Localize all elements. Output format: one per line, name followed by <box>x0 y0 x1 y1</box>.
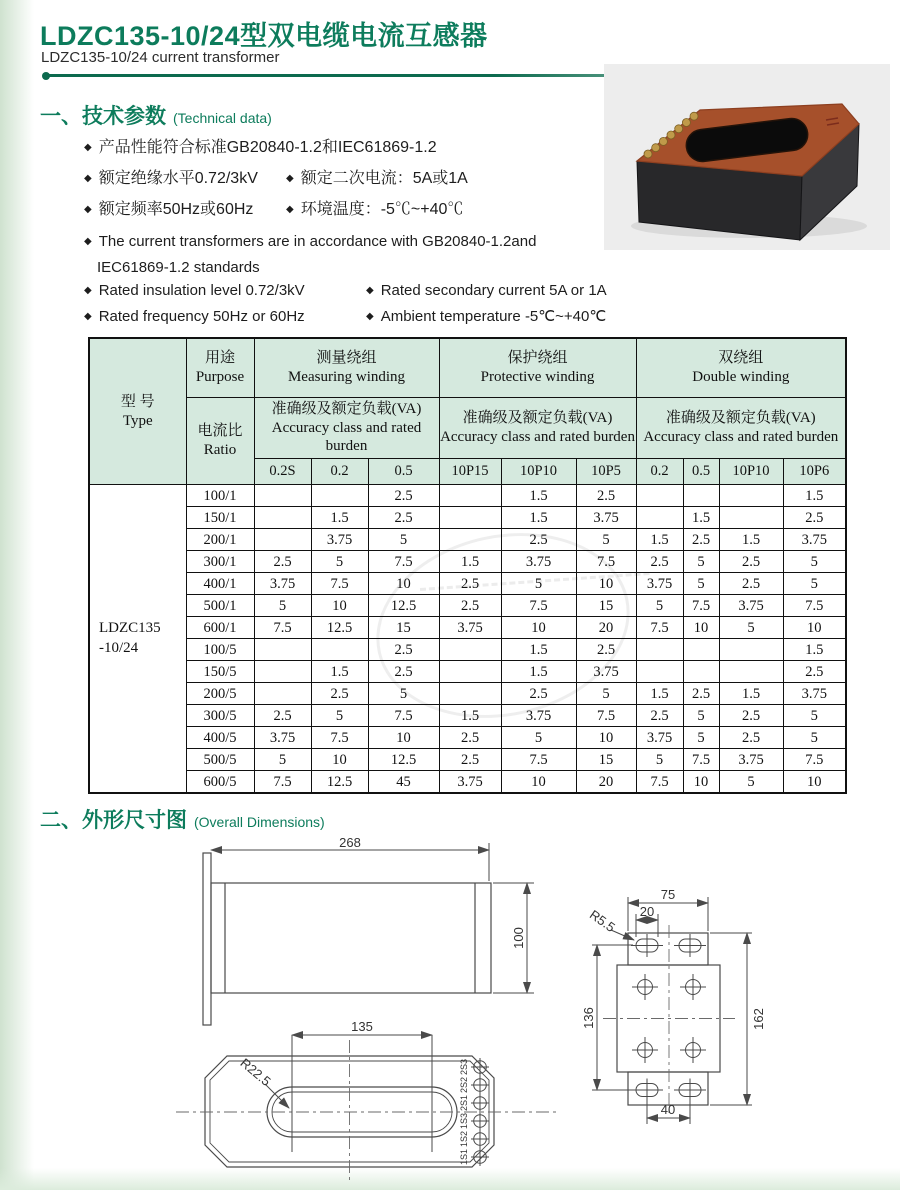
list-item <box>84 279 684 305</box>
terminal-label: 2S3 <box>459 1058 469 1076</box>
value-cell: 7.5 <box>501 749 576 771</box>
spec-table-body <box>89 485 846 794</box>
value-cell: 2.5 <box>368 507 439 529</box>
terminal-label: 1S3 <box>459 1112 469 1130</box>
bullet-text: 额定二次电流：5A或1A <box>300 170 468 187</box>
value-cell: 3.75 <box>501 551 576 573</box>
terminal-label: 2S1 <box>459 1094 469 1112</box>
value-cell: 7.5 <box>683 749 719 771</box>
value-cell: 5 <box>683 573 719 595</box>
value-cell: 5 <box>311 551 368 573</box>
value-cell: 12.5 <box>368 595 439 617</box>
table-row <box>89 683 846 705</box>
diamond-bullet-icon: ◆ <box>84 204 92 215</box>
top-view-drawing <box>168 1022 568 1190</box>
value-cell: 2.5 <box>368 639 439 661</box>
value-cell: 2.5 <box>636 705 683 727</box>
accuracy-class-col: 10P5 <box>576 459 636 485</box>
value-cell <box>439 485 501 507</box>
value-cell: 3.75 <box>576 661 636 683</box>
value-cell: 7.5 <box>254 771 311 794</box>
spec-table <box>88 337 847 794</box>
body-outline <box>203 853 491 1025</box>
section2-heading <box>40 804 325 834</box>
value-cell: 3.75 <box>439 617 501 639</box>
table-row <box>89 573 846 595</box>
value-cell: 3.75 <box>254 727 311 749</box>
list-item <box>84 133 684 164</box>
value-cell: 1.5 <box>719 529 783 551</box>
value-cell <box>719 485 783 507</box>
accuracy-class-col: 10P10 <box>501 459 576 485</box>
value-cell: 2.5 <box>501 529 576 551</box>
subheader-measuring-burden: 准确级及额定负载(VA) Accuracy class and rated burden <box>254 398 439 459</box>
centerlines <box>603 925 735 1117</box>
bullet-text: Rated secondary current 5A or 1A <box>380 282 607 299</box>
value-cell: 3.75 <box>783 529 846 551</box>
value-cell: 5 <box>783 573 846 595</box>
ratio-cell: 200/5 <box>186 683 254 705</box>
ratio-cell: 100/5 <box>186 639 254 661</box>
value-cell: 1.5 <box>439 705 501 727</box>
value-cell <box>439 639 501 661</box>
value-cell: 10 <box>576 573 636 595</box>
table-row <box>89 595 846 617</box>
value-cell: 2.5 <box>439 727 501 749</box>
value-cell: 2.5 <box>783 507 846 529</box>
group-header-protective: 保护绕组 Protective winding <box>439 338 636 398</box>
value-cell: 7.5 <box>576 551 636 573</box>
group-header-measuring: 测量绕组 Measuring winding <box>254 338 439 398</box>
section1-title-en: (Technical data) <box>173 110 272 126</box>
value-cell: 3.75 <box>719 749 783 771</box>
ratio-cell: 300/5 <box>186 705 254 727</box>
value-cell: 2.5 <box>636 551 683 573</box>
value-cell: 5 <box>636 595 683 617</box>
diamond-bullet-icon: ◆ <box>84 142 92 153</box>
value-cell <box>636 639 683 661</box>
bullet-text: Rated frequency 50Hz or 60Hz <box>98 307 305 325</box>
dim-top-width-label: 75 <box>660 887 676 902</box>
bullet-text: IEC61869-1.2 standards <box>97 258 260 276</box>
value-cell: 1.5 <box>501 661 576 683</box>
value-cell <box>254 507 311 529</box>
list-item <box>84 164 684 195</box>
value-cell: 2.5 <box>311 683 368 705</box>
ratio-cell: 100/1 <box>186 485 254 507</box>
value-cell: 5 <box>683 705 719 727</box>
page-title: LDZC135-10/24型双电缆电流互感器 <box>40 21 488 51</box>
diamond-bullet-icon: ◆ <box>84 236 92 247</box>
side-view-drawing <box>172 838 564 1036</box>
accuracy-class-col: 10P6 <box>783 459 846 485</box>
accuracy-class-col: 0.2 <box>636 459 683 485</box>
value-cell: 10 <box>311 595 368 617</box>
ratio-cell: 300/1 <box>186 551 254 573</box>
bullet-text: 额定绝缘水平0.72/3kV <box>98 170 258 187</box>
value-cell <box>439 683 501 705</box>
dim-slot-length-label: 135 <box>351 1022 373 1034</box>
value-cell <box>254 485 311 507</box>
value-cell <box>636 661 683 683</box>
end-view-drawing <box>575 885 895 1175</box>
type-cell: LDZC135 -10/24 <box>89 485 186 794</box>
accuracy-class-col: 0.2S <box>254 459 311 485</box>
terminal-label: 1S1 <box>459 1148 469 1166</box>
value-cell: 2.5 <box>719 705 783 727</box>
table-row <box>89 639 846 661</box>
value-cell <box>636 507 683 529</box>
table-row <box>89 749 846 771</box>
value-cell: 10 <box>576 727 636 749</box>
value-cell: 5 <box>683 551 719 573</box>
bullet-text: 产品性能符合标准GB20840-1.2和IEC61869-1.2 <box>98 139 437 156</box>
value-cell: 2.5 <box>368 661 439 683</box>
value-cell: 2.5 <box>254 705 311 727</box>
value-cell: 5 <box>501 727 576 749</box>
value-cell: 3.75 <box>783 683 846 705</box>
dim-height-label: 100 <box>511 927 526 949</box>
dim-radius-label: R22.5 <box>237 1055 274 1089</box>
value-cell: 3.75 <box>636 573 683 595</box>
value-cell: 1.5 <box>719 683 783 705</box>
ratio-cell: 200/1 <box>186 529 254 551</box>
value-cell: 7.5 <box>311 573 368 595</box>
value-cell: 3.75 <box>439 771 501 794</box>
section1-title-zh: 一、技术参数 <box>40 105 166 128</box>
value-cell <box>636 485 683 507</box>
value-cell: 1.5 <box>501 485 576 507</box>
plate-outline <box>617 933 720 1105</box>
value-cell: 1.5 <box>439 551 501 573</box>
value-cell: 12.5 <box>311 617 368 639</box>
value-cell: 2.5 <box>719 727 783 749</box>
page-subtitle: LDZC135-10/24 current transformer <box>41 49 280 66</box>
table-row <box>89 661 846 683</box>
list-item <box>84 195 684 226</box>
value-cell: 2.5 <box>576 485 636 507</box>
value-cell: 15 <box>368 617 439 639</box>
bullet-text: 环境温度：-5℃~+40℃ <box>300 201 464 218</box>
accuracy-class-col: 10P10 <box>719 459 783 485</box>
section1-heading <box>40 100 272 130</box>
value-cell: 7.5 <box>368 551 439 573</box>
value-cell: 10 <box>683 771 719 794</box>
value-cell: 7.5 <box>254 617 311 639</box>
table-row <box>89 529 846 551</box>
diamond-bullet-icon: ◆ <box>366 285 374 296</box>
value-cell: 15 <box>576 595 636 617</box>
value-cell: 10 <box>683 617 719 639</box>
dimension-lines <box>211 843 534 993</box>
value-cell: 2.5 <box>368 485 439 507</box>
value-cell: 3.75 <box>254 573 311 595</box>
value-cell: 7.5 <box>636 771 683 794</box>
value-cell <box>719 507 783 529</box>
value-cell: 2.5 <box>683 529 719 551</box>
table-row <box>89 507 846 529</box>
value-cell: 10 <box>368 727 439 749</box>
diamond-bullet-icon: ◆ <box>84 285 92 296</box>
terminal-label: 1S2 <box>459 1130 469 1148</box>
value-cell: 1.5 <box>311 507 368 529</box>
value-cell <box>311 639 368 661</box>
accuracy-class-col: 0.5 <box>368 459 439 485</box>
value-cell <box>439 507 501 529</box>
value-cell <box>254 639 311 661</box>
value-cell: 7.5 <box>368 705 439 727</box>
ratio-cell: 150/1 <box>186 507 254 529</box>
value-cell: 5 <box>254 595 311 617</box>
value-cell: 5 <box>783 727 846 749</box>
table-row <box>89 771 846 794</box>
value-cell: 5 <box>368 529 439 551</box>
value-cell: 3.75 <box>719 595 783 617</box>
mounting-slots <box>631 934 706 1102</box>
value-cell: 7.5 <box>311 727 368 749</box>
table-row <box>89 485 846 507</box>
value-cell: 10 <box>783 771 846 794</box>
list-item <box>84 230 684 256</box>
value-cell: 5 <box>636 749 683 771</box>
value-cell: 2.5 <box>439 749 501 771</box>
diamond-bullet-icon: ◆ <box>84 173 92 184</box>
value-cell: 5 <box>576 529 636 551</box>
dimension-lines <box>592 897 752 1124</box>
value-cell: 2.5 <box>501 683 576 705</box>
ratio-cell: 600/1 <box>186 617 254 639</box>
value-cell: 2.5 <box>719 551 783 573</box>
value-cell: 7.5 <box>501 595 576 617</box>
value-cell: 2.5 <box>783 661 846 683</box>
list-item-continuation <box>84 256 684 280</box>
dim-outer-height-label: 162 <box>751 1008 766 1030</box>
value-cell: 20 <box>576 771 636 794</box>
value-cell <box>254 683 311 705</box>
value-cell <box>311 485 368 507</box>
value-cell <box>254 661 311 683</box>
group-header-double: 双绕组 Double winding <box>636 338 846 398</box>
dim-bottom-width-label: 40 <box>660 1102 676 1117</box>
value-cell: 7.5 <box>783 749 846 771</box>
value-cell: 10 <box>311 749 368 771</box>
value-cell: 2.5 <box>254 551 311 573</box>
value-cell <box>683 661 719 683</box>
value-cell: 1.5 <box>501 639 576 661</box>
value-cell: 12.5 <box>311 771 368 794</box>
accuracy-class-col: 0.2 <box>311 459 368 485</box>
value-cell: 12.5 <box>368 749 439 771</box>
value-cell: 2.5 <box>439 595 501 617</box>
value-cell: 2.5 <box>683 683 719 705</box>
bullet-text: Rated insulation level 0.72/3kV <box>98 282 305 299</box>
diamond-bullet-icon: ◆ <box>286 204 294 215</box>
subheader-double-burden: 准确级及额定负载(VA) Accuracy class and rated burden <box>636 398 846 459</box>
value-cell <box>683 639 719 661</box>
value-cell: 3.75 <box>576 507 636 529</box>
ratio-cell: 500/5 <box>186 749 254 771</box>
value-cell: 10 <box>501 617 576 639</box>
dim-slot-width-label: 20 <box>639 904 655 919</box>
value-cell: 5 <box>368 683 439 705</box>
value-cell: 5 <box>783 705 846 727</box>
value-cell <box>439 529 501 551</box>
table-row <box>89 617 846 639</box>
col-header-type: 型 号 Type <box>89 338 186 485</box>
col-header-purpose: 用途 Purpose <box>186 338 254 398</box>
value-cell: 1.5 <box>683 507 719 529</box>
subheader-protective-burden: 准确级及额定负载(VA) Accuracy class and rated burden <box>439 398 636 459</box>
dim-inner-height-label: 136 <box>581 1007 596 1029</box>
value-cell: 3.75 <box>311 529 368 551</box>
value-cell: 7.5 <box>783 595 846 617</box>
value-cell: 5 <box>254 749 311 771</box>
value-cell: 5 <box>719 771 783 794</box>
section2-title-zh: 二、外形尺寸图 <box>40 809 187 832</box>
col-header-ratio: 电流比 Ratio <box>186 398 254 485</box>
list-item <box>84 305 684 331</box>
value-cell: 5 <box>501 573 576 595</box>
bullet-text: 额定频率50Hz或60Hz <box>98 201 254 218</box>
value-cell <box>254 529 311 551</box>
tech-data-list <box>84 133 684 330</box>
value-cell <box>683 485 719 507</box>
accuracy-class-col: 10P15 <box>439 459 501 485</box>
value-cell: 1.5 <box>636 683 683 705</box>
value-cell: 10 <box>783 617 846 639</box>
value-cell: 5 <box>719 617 783 639</box>
ratio-cell: 400/1 <box>186 573 254 595</box>
value-cell: 2.5 <box>439 573 501 595</box>
value-cell: 10 <box>368 573 439 595</box>
value-cell: 45 <box>368 771 439 794</box>
diamond-bullet-icon: ◆ <box>286 173 294 184</box>
value-cell: 1.5 <box>783 639 846 661</box>
section2-title-en: (Overall Dimensions) <box>194 814 325 830</box>
ratio-cell: 150/5 <box>186 661 254 683</box>
ratio-cell: 400/5 <box>186 727 254 749</box>
value-cell <box>719 639 783 661</box>
value-cell: 5 <box>576 683 636 705</box>
value-cell: 10 <box>501 771 576 794</box>
value-cell: 2.5 <box>576 639 636 661</box>
bullet-text: Ambient temperature -5℃~+40℃ <box>380 307 607 325</box>
dimension-lines <box>265 1035 432 1152</box>
accuracy-class-col: 0.5 <box>683 459 719 485</box>
bullet-text: The current transformers are in accordance with GB20840-1.2and <box>98 233 537 250</box>
ratio-cell: 500/1 <box>186 595 254 617</box>
value-cell <box>439 661 501 683</box>
value-cell: 5 <box>311 705 368 727</box>
value-cell: 7.5 <box>576 705 636 727</box>
value-cell: 1.5 <box>636 529 683 551</box>
value-cell: 1.5 <box>311 661 368 683</box>
table-row <box>89 727 846 749</box>
value-cell: 7.5 <box>636 617 683 639</box>
value-cell <box>719 661 783 683</box>
value-cell: 1.5 <box>501 507 576 529</box>
ratio-cell: 600/5 <box>186 771 254 794</box>
table-row <box>89 705 846 727</box>
value-cell: 20 <box>576 617 636 639</box>
value-cell: 5 <box>783 551 846 573</box>
value-cell: 1.5 <box>783 485 846 507</box>
value-cell: 3.75 <box>636 727 683 749</box>
terminal-label: 2S2 <box>459 1076 469 1094</box>
value-cell: 5 <box>683 727 719 749</box>
value-cell: 7.5 <box>683 595 719 617</box>
diamond-bullet-icon: ◆ <box>366 310 374 322</box>
table-row <box>89 551 846 573</box>
dim-width-label: 268 <box>339 838 361 850</box>
value-cell: 15 <box>576 749 636 771</box>
dim-slot-radius-label: R5.5 <box>586 906 618 935</box>
value-cell: 2.5 <box>719 573 783 595</box>
diamond-bullet-icon: ◆ <box>84 310 92 322</box>
value-cell: 3.75 <box>501 705 576 727</box>
